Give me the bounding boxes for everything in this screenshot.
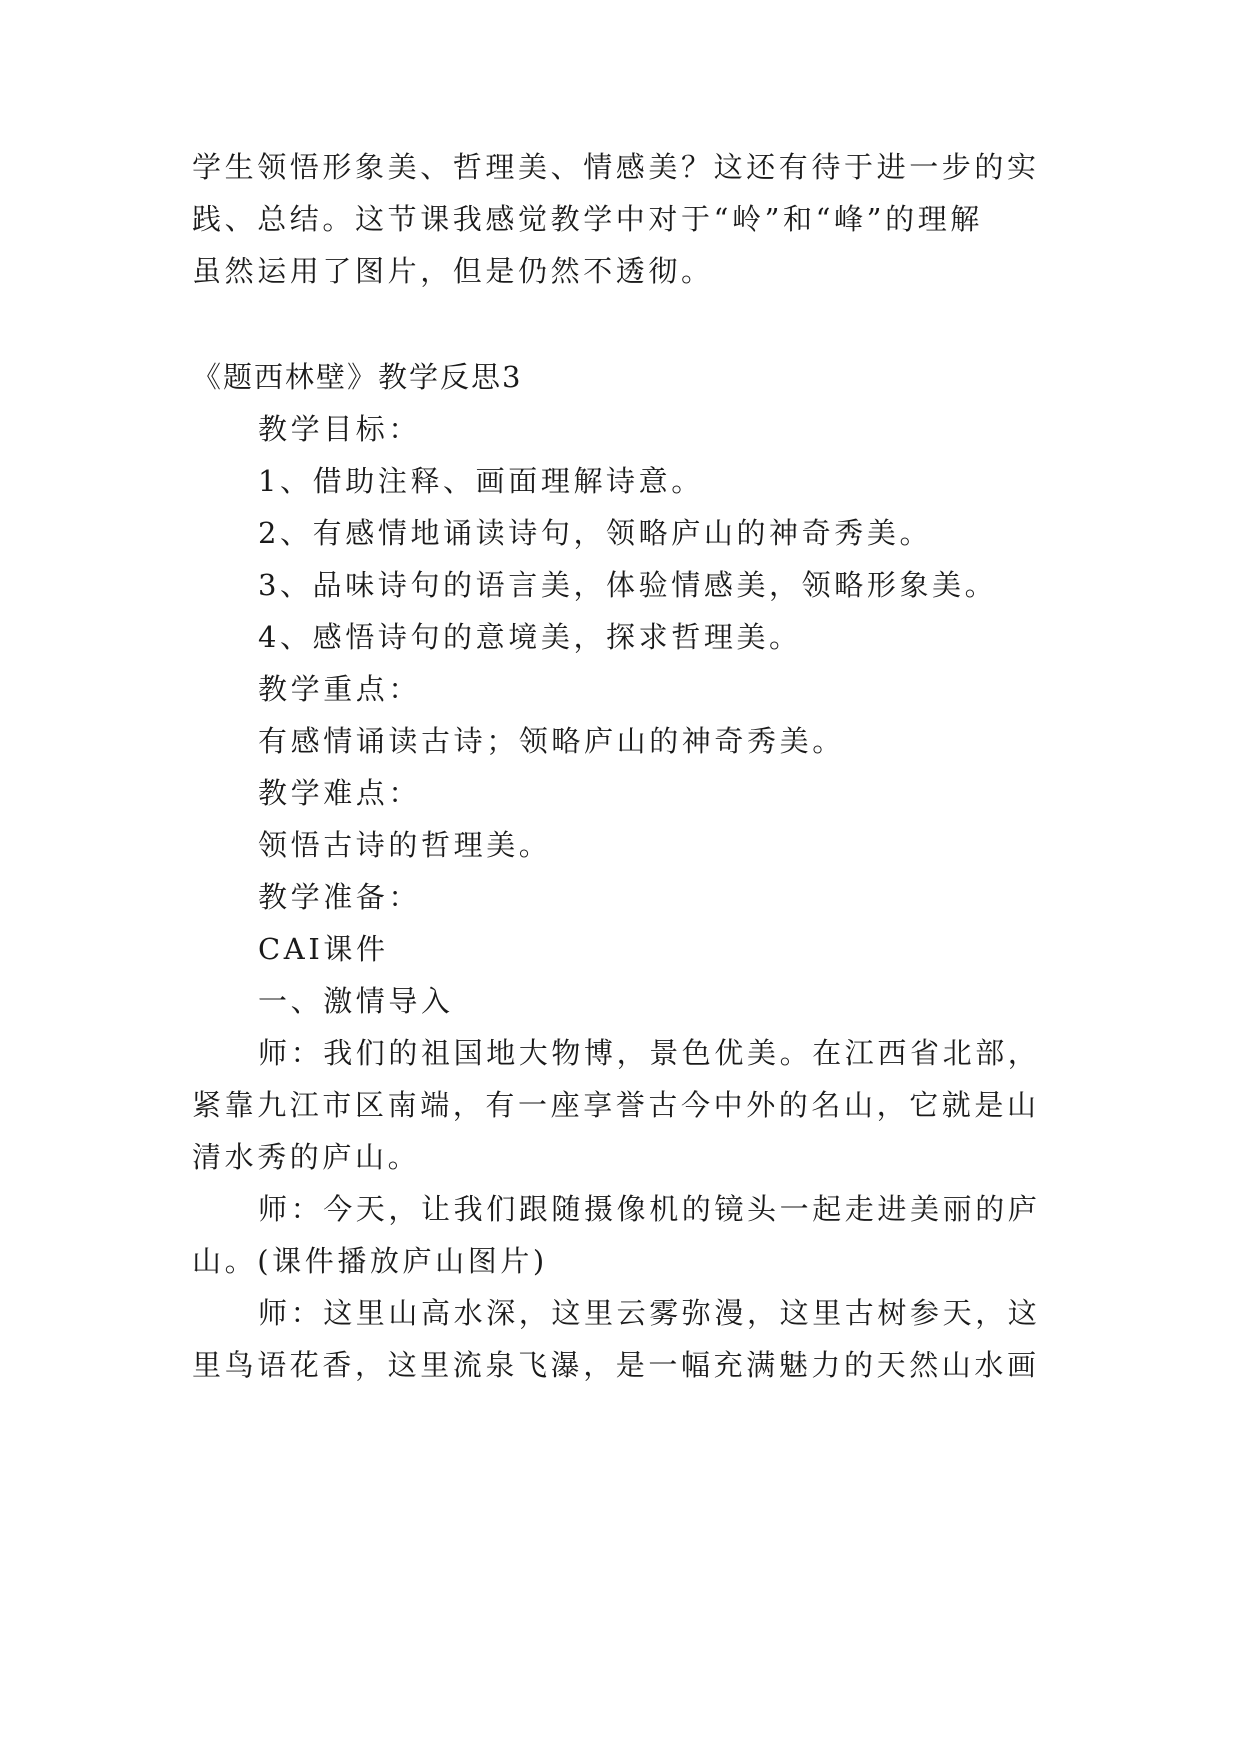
paragraph2-line-1: 师：今天，让我们跟随摄像机的镜头一起走进美丽的庐 <box>258 1192 1041 1226</box>
continuation-line-3: 虽然运用了图片，但是仍然不透彻。 <box>192 254 714 288</box>
paragraph2-line-2: 山。(课件播放庐山图片) <box>192 1244 548 1278</box>
difficulties-text: 领悟古诗的哲理美。 <box>258 828 552 862</box>
preparation-heading: 教学准备： <box>258 880 422 914</box>
step1-heading: 一、激情导入 <box>258 984 454 1018</box>
paragraph1-line-3: 清水秀的庐山。 <box>192 1140 421 1174</box>
objective-item-2: 2、有感情地诵读诗句，领略庐山的神奇秀美。 <box>258 516 933 550</box>
section-title: 《题西林壁》教学反思3 <box>192 360 523 394</box>
continuation-line-2: 践、总结。这节课我感觉教学中对于“岭”和“峰”的理解 <box>192 202 983 236</box>
objective-item-4: 4、感悟诗句的意境美，探求哲理美。 <box>258 620 802 654</box>
continuation-line-1: 学生领悟形象美、哲理美、情感美？这还有待于进一步的实 <box>192 150 1040 184</box>
paragraph1-line-1: 师：我们的祖国地大物博，景色优美。在江西省北部， <box>258 1036 1041 1070</box>
paragraph3-line-2: 里鸟语花香，这里流泉飞瀑，是一幅充满魅力的天然山水画 <box>192 1348 1040 1382</box>
preparation-text: CAI课件 <box>258 932 389 966</box>
objective-item-3: 3、品味诗句的语言美，体验情感美，领略形象美。 <box>258 568 998 602</box>
paragraph1-line-2: 紧靠九江市区南端，有一座享誉古今中外的名山，它就是山 <box>192 1088 1040 1122</box>
objective-item-1: 1、借助注释、画面理解诗意。 <box>258 464 704 498</box>
key-points-heading: 教学重点： <box>258 672 422 706</box>
objectives-heading: 教学目标： <box>258 412 422 446</box>
paragraph3-line-1: 师：这里山高水深，这里云雾弥漫，这里古树参天，这 <box>258 1296 1041 1330</box>
key-points-text: 有感情诵读古诗；领略庐山的神奇秀美。 <box>258 724 845 758</box>
difficulties-heading: 教学难点： <box>258 776 422 810</box>
